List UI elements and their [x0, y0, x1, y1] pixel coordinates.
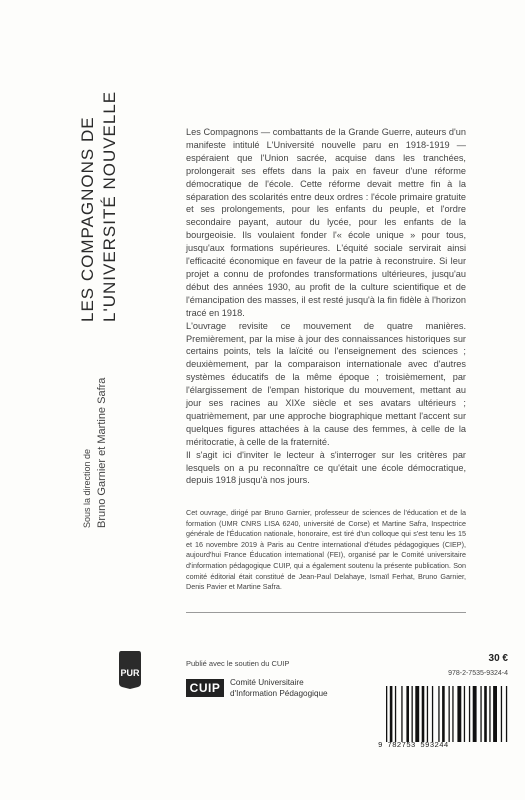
- title-line-1: LES COMPAGNONS DE: [78, 116, 97, 322]
- divider: [186, 612, 466, 613]
- title-line-2: L'UNIVERSITÉ NOUVELLE: [100, 90, 119, 322]
- vertical-title: [78, 92, 134, 322]
- pur-logo-text: PUR: [120, 668, 140, 678]
- cuip-name: [230, 677, 328, 699]
- paragraph-2: L'ouvrage revisite ce mouvement de quatre manières. Premièrement, par la mise à jour des connaissances historiques sur certains points, tels la laïcité ou l'enseignement des sciences ; deuxièmement, par la comparaison internationale avec d'autres systèmes éducatifs de la même époque ; troisièmement, par l'élargissement de l'empan historique du mouvement, mettant au jour ses racines au XIXe siècle et ses avatars ultérieurs ; quatrièmement, par une approche biographique mettant l'accent sur quelques figures attachées à la cause des femmes, à celle de la méritocratie, à celle de la fraternité.: [186, 320, 466, 447]
- cuip-name-line-2: d'Information Pédagogique: [230, 689, 328, 698]
- cuip-logo: CUIP: [186, 679, 224, 697]
- paragraph-3: Il s'agit ici d'inviter le lecteur à s'interroger sur les critères par lesquels on a pu reconnaître ce qu'était une école démocratique, depuis 1918 jusqu'à nos jours.: [186, 449, 466, 486]
- isbn: 978-2-7535-9324-4: [448, 670, 508, 677]
- price: 30 €: [488, 653, 508, 664]
- blurb: [186, 126, 466, 487]
- cuip-name-line-1: Comité Universitaire: [230, 678, 304, 687]
- pur-logo: [118, 650, 142, 690]
- paragraph-1: Les Compagnons — combattants de la Grande Guerre, auteurs d'un manifeste intitulé L'Université nouvelle paru en 1918-1919 — espéraient que l'Union sacrée, acquise dans les tranchées, prolongerait ses effets dans la paix en faveur d'une réforme démocratique de l'école. Cette réforme devait mettre fin à la séparation des scolarités entre deux ordres : l'école primaire gratuite et ses prolongements, pour les enfants du peuple, et l'ordre secondaire payant, autour du lycée, pour les enfants de la bourgeoisie. Ils voulaient fonder l'« école unique » pour tous, jusqu'aux formations supérieures. L'équité sociale servirait ainsi l'efficacité économique en faveur de la patrie à reconstruire. Si leur projet a connu de profondes transformations ultérieures, jusqu'au début des années 1930, au profit de la culture scientifique et de l'émancipation des masses, il est resté jusqu'à la fin fidèle à l'horizon tracé en 1918.: [186, 127, 466, 318]
- editors-names: Bruno Garnier et Martine Safra: [96, 377, 108, 528]
- direction-label: Sous la direction de: [82, 448, 92, 528]
- credits-text: Cet ouvrage, dirigé par Bruno Garnier, professeur de sciences de l'éducation et de la formation (UMR CNRS LISA 6240, université de Corse) et Martine Safra, Inspectrice générale de l'Éducation nationale, honoraire, est tiré d'un colloque qui s'est tenu les 15 et 16 novembre 2019 à Paris au Centre international d'études pédagogiques (CIEP), aujourd'hui France Éducation international (FEI), organisé par le Comité universitaire d'information pédagogique CUIP, qui a également soutenu la présente publication. Son comité éditorial était constitué de Jean-Paul Delahaye, Ismaïl Ferhat, Bruno Garnier, Denis Pavier et Martine Safra.: [186, 508, 466, 592]
- vertical-editors: [82, 328, 122, 528]
- support-text: Publié avec le soutien du CUIP: [186, 659, 290, 668]
- barcode-digits: 9 782753 593244: [378, 742, 449, 750]
